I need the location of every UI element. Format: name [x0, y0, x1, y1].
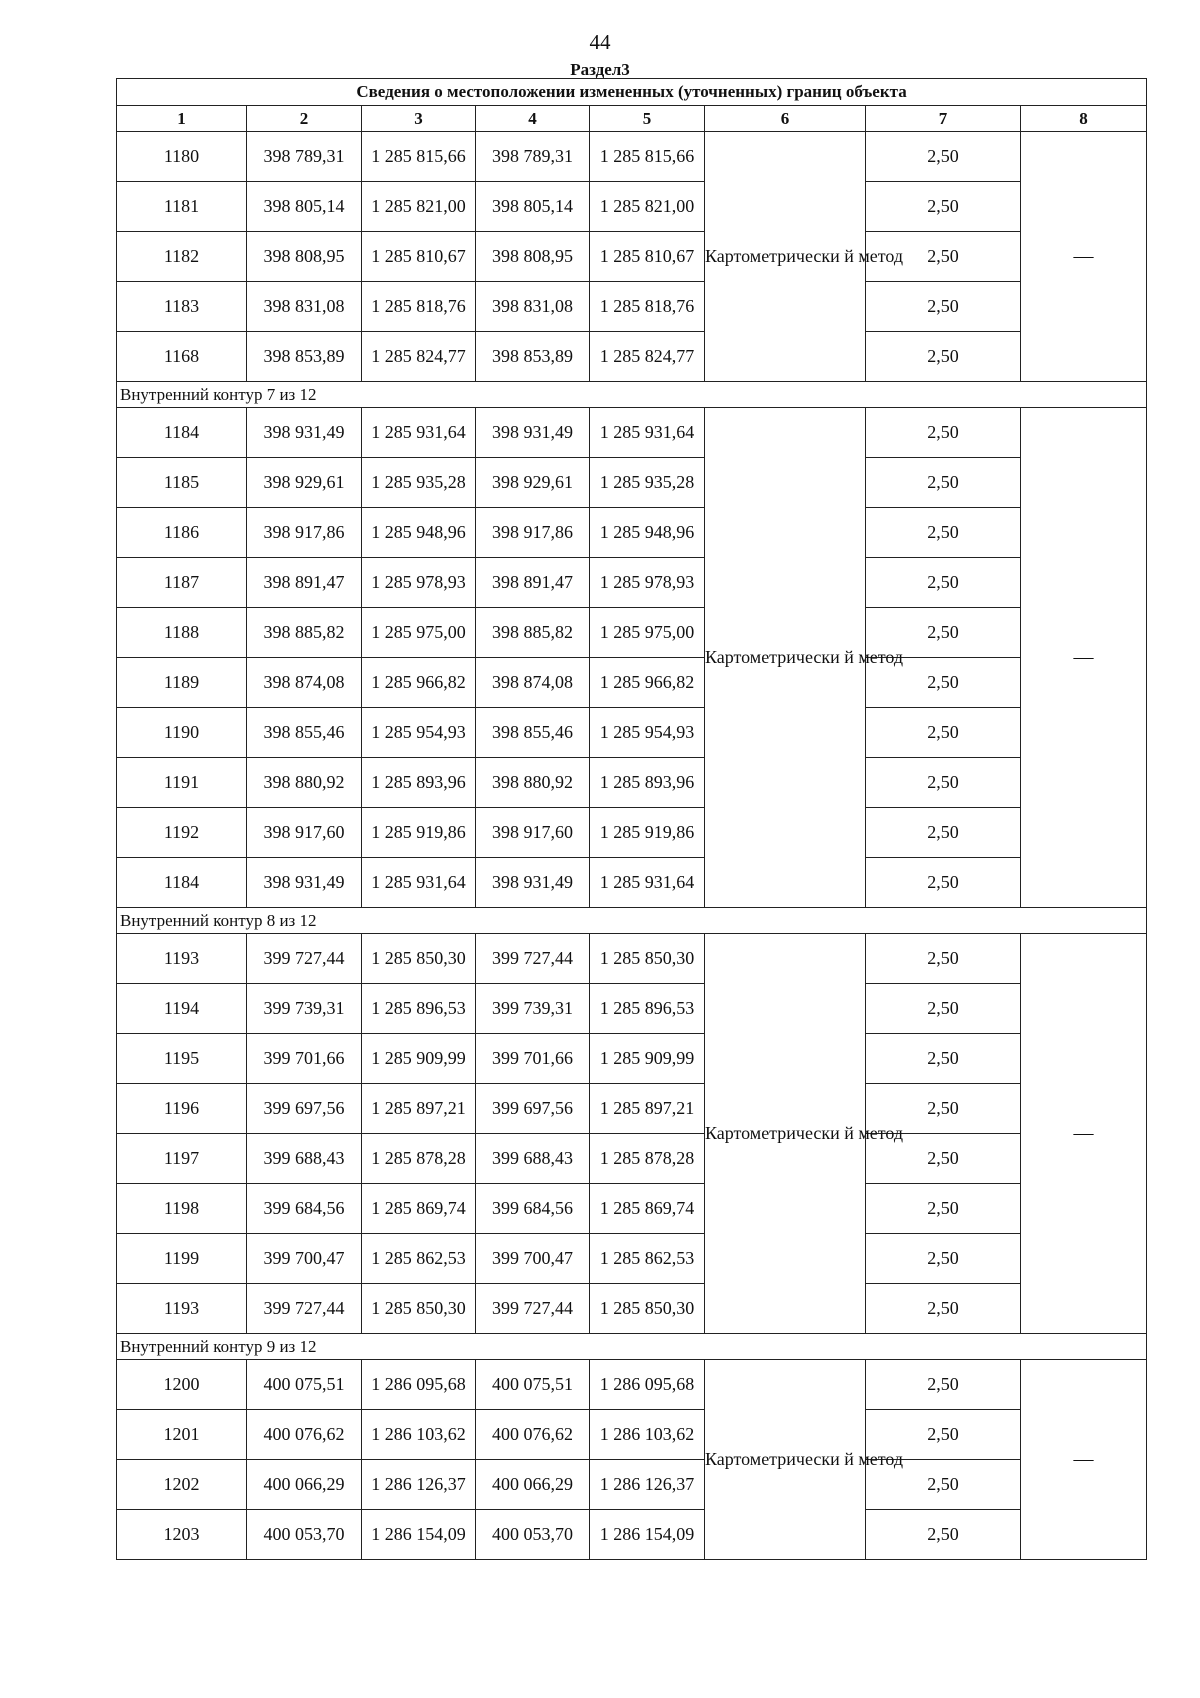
- table-caption-row: [117, 79, 1147, 106]
- y-old-cell: 1 285 810,67: [362, 232, 476, 282]
- point-number-cell: 1183: [117, 282, 247, 332]
- y-old-cell: 1 285 931,64: [362, 858, 476, 908]
- y-old-cell: 1 285 931,64: [362, 408, 476, 458]
- note-cell: —: [1021, 934, 1147, 1334]
- table-row: [117, 1360, 1147, 1410]
- point-number-cell: 1187: [117, 558, 247, 608]
- x-new-cell: 398 917,86: [476, 508, 590, 558]
- y-old-cell: 1 285 954,93: [362, 708, 476, 758]
- y-old-cell: 1 285 815,66: [362, 132, 476, 182]
- precision-cell: 2,50: [866, 934, 1021, 984]
- x-old-cell: 399 701,66: [247, 1034, 362, 1084]
- x-new-cell: 398 891,47: [476, 558, 590, 608]
- x-old-cell: 398 917,86: [247, 508, 362, 558]
- y-new-cell: 1 285 818,76: [590, 282, 705, 332]
- y-old-cell: 1 285 869,74: [362, 1184, 476, 1234]
- table-row: [117, 1034, 1147, 1084]
- y-new-cell: 1 286 095,68: [590, 1360, 705, 1410]
- precision-cell: 2,50: [866, 182, 1021, 232]
- method-cell: Картометрически й метод: [705, 132, 866, 382]
- y-old-cell: 1 285 896,53: [362, 984, 476, 1034]
- point-number-cell: 1200: [117, 1360, 247, 1410]
- y-new-cell: 1 286 154,09: [590, 1510, 705, 1560]
- precision-cell: 2,50: [866, 1460, 1021, 1510]
- y-old-cell: 1 285 878,28: [362, 1134, 476, 1184]
- x-new-cell: 400 053,70: [476, 1510, 590, 1560]
- precision-cell: 2,50: [866, 1134, 1021, 1184]
- x-new-cell: 398 885,82: [476, 608, 590, 658]
- boundary-coordinates-table: [116, 78, 1147, 1560]
- precision-cell: 2,50: [866, 658, 1021, 708]
- point-number-cell: 1196: [117, 1084, 247, 1134]
- x-new-cell: 399 688,43: [476, 1134, 590, 1184]
- y-new-cell: 1 285 966,82: [590, 658, 705, 708]
- x-old-cell: 399 727,44: [247, 934, 362, 984]
- point-number-cell: 1197: [117, 1134, 247, 1184]
- column-number-row: [117, 106, 1147, 132]
- y-old-cell: 1 286 126,37: [362, 1460, 476, 1510]
- column-number: 7: [866, 106, 1021, 132]
- y-new-cell: 1 285 893,96: [590, 758, 705, 808]
- contour-label: Внутренний контур 7 из 12: [117, 382, 1147, 408]
- x-old-cell: 400 066,29: [247, 1460, 362, 1510]
- point-number-cell: 1184: [117, 408, 247, 458]
- method-cell: Картометрически й метод: [705, 934, 866, 1334]
- y-old-cell: 1 285 824,77: [362, 332, 476, 382]
- y-old-cell: 1 285 818,76: [362, 282, 476, 332]
- precision-cell: 2,50: [866, 858, 1021, 908]
- x-new-cell: 399 727,44: [476, 1284, 590, 1334]
- precision-cell: 2,50: [866, 1360, 1021, 1410]
- contour-label-row: [117, 908, 1147, 934]
- point-number-cell: 1201: [117, 1410, 247, 1460]
- y-new-cell: 1 285 975,00: [590, 608, 705, 658]
- precision-cell: 2,50: [866, 132, 1021, 182]
- y-new-cell: 1 285 862,53: [590, 1234, 705, 1284]
- x-new-cell: 399 700,47: [476, 1234, 590, 1284]
- table-row: [117, 282, 1147, 332]
- y-old-cell: 1 286 103,62: [362, 1410, 476, 1460]
- note-cell: —: [1021, 132, 1147, 382]
- table-row: [117, 408, 1147, 458]
- precision-cell: 2,50: [866, 1034, 1021, 1084]
- column-number: 4: [476, 106, 590, 132]
- precision-cell: 2,50: [866, 1184, 1021, 1234]
- x-new-cell: 398 917,60: [476, 808, 590, 858]
- x-new-cell: 398 855,46: [476, 708, 590, 758]
- y-new-cell: 1 285 821,00: [590, 182, 705, 232]
- table-row: [117, 1184, 1147, 1234]
- table-row: [117, 332, 1147, 382]
- y-new-cell: 1 285 931,64: [590, 408, 705, 458]
- x-new-cell: 398 853,89: [476, 332, 590, 382]
- y-old-cell: 1 285 975,00: [362, 608, 476, 658]
- x-new-cell: 399 697,56: [476, 1084, 590, 1134]
- y-new-cell: 1 285 869,74: [590, 1184, 705, 1234]
- precision-cell: 2,50: [866, 1410, 1021, 1460]
- precision-cell: 2,50: [866, 708, 1021, 758]
- note-cell: —: [1021, 408, 1147, 908]
- contour-label: Внутренний контур 8 из 12: [117, 908, 1147, 934]
- precision-cell: 2,50: [866, 558, 1021, 608]
- y-old-cell: 1 286 154,09: [362, 1510, 476, 1560]
- point-number-cell: 1186: [117, 508, 247, 558]
- x-old-cell: 398 855,46: [247, 708, 362, 758]
- point-number-cell: 1181: [117, 182, 247, 232]
- table-row: [117, 658, 1147, 708]
- x-old-cell: 400 075,51: [247, 1360, 362, 1410]
- table-row: [117, 1460, 1147, 1510]
- y-new-cell: 1 285 896,53: [590, 984, 705, 1034]
- x-new-cell: 398 931,49: [476, 858, 590, 908]
- point-number-cell: 1193: [117, 1284, 247, 1334]
- x-new-cell: 398 929,61: [476, 458, 590, 508]
- note-cell: —: [1021, 1360, 1147, 1560]
- y-new-cell: 1 285 948,96: [590, 508, 705, 558]
- x-old-cell: 398 929,61: [247, 458, 362, 508]
- y-old-cell: 1 285 850,30: [362, 934, 476, 984]
- contour-label-row: [117, 1334, 1147, 1360]
- section-title: Раздел3: [570, 60, 630, 79]
- y-old-cell: 1 285 948,96: [362, 508, 476, 558]
- y-new-cell: 1 285 897,21: [590, 1084, 705, 1134]
- y-new-cell: 1 285 878,28: [590, 1134, 705, 1184]
- point-number-cell: 1202: [117, 1460, 247, 1510]
- point-number-cell: 1188: [117, 608, 247, 658]
- x-new-cell: 398 874,08: [476, 658, 590, 708]
- x-old-cell: 399 700,47: [247, 1234, 362, 1284]
- x-new-cell: 398 789,31: [476, 132, 590, 182]
- point-number-cell: 1168: [117, 332, 247, 382]
- precision-cell: 2,50: [866, 1510, 1021, 1560]
- x-old-cell: 398 805,14: [247, 182, 362, 232]
- y-new-cell: 1 285 909,99: [590, 1034, 705, 1084]
- table-row: [117, 858, 1147, 908]
- x-new-cell: 398 880,92: [476, 758, 590, 808]
- y-new-cell: 1 285 824,77: [590, 332, 705, 382]
- table-row: [117, 808, 1147, 858]
- x-old-cell: 398 808,95: [247, 232, 362, 282]
- point-number-cell: 1198: [117, 1184, 247, 1234]
- x-old-cell: 399 697,56: [247, 1084, 362, 1134]
- table-row: [117, 1410, 1147, 1460]
- y-old-cell: 1 286 095,68: [362, 1360, 476, 1410]
- x-old-cell: 398 931,49: [247, 858, 362, 908]
- y-old-cell: 1 285 821,00: [362, 182, 476, 232]
- column-number: 3: [362, 106, 476, 132]
- x-old-cell: 398 880,92: [247, 758, 362, 808]
- x-old-cell: 398 917,60: [247, 808, 362, 858]
- table-row: [117, 1510, 1147, 1560]
- point-number-cell: 1192: [117, 808, 247, 858]
- y-new-cell: 1 286 103,62: [590, 1410, 705, 1460]
- y-old-cell: 1 285 897,21: [362, 1084, 476, 1134]
- point-number-cell: 1184: [117, 858, 247, 908]
- x-new-cell: 400 076,62: [476, 1410, 590, 1460]
- point-number-cell: 1203: [117, 1510, 247, 1560]
- y-old-cell: 1 285 850,30: [362, 1284, 476, 1334]
- y-old-cell: 1 285 935,28: [362, 458, 476, 508]
- table-row: [117, 458, 1147, 508]
- y-new-cell: 1 285 850,30: [590, 934, 705, 984]
- table-row: [117, 508, 1147, 558]
- method-cell: Картометрически й метод: [705, 408, 866, 908]
- y-old-cell: 1 285 909,99: [362, 1034, 476, 1084]
- x-old-cell: 398 891,47: [247, 558, 362, 608]
- x-new-cell: 398 931,49: [476, 408, 590, 458]
- point-number-cell: 1191: [117, 758, 247, 808]
- y-old-cell: 1 285 919,86: [362, 808, 476, 858]
- column-number: 2: [247, 106, 362, 132]
- x-new-cell: 399 684,56: [476, 1184, 590, 1234]
- precision-cell: 2,50: [866, 808, 1021, 858]
- x-old-cell: 398 885,82: [247, 608, 362, 658]
- page-number: 44: [589, 30, 611, 54]
- table-row: [117, 984, 1147, 1034]
- x-new-cell: 400 075,51: [476, 1360, 590, 1410]
- x-old-cell: 399 684,56: [247, 1184, 362, 1234]
- precision-cell: 2,50: [866, 282, 1021, 332]
- table-row: [117, 132, 1147, 182]
- y-new-cell: 1 286 126,37: [590, 1460, 705, 1510]
- y-old-cell: 1 285 862,53: [362, 1234, 476, 1284]
- y-old-cell: 1 285 893,96: [362, 758, 476, 808]
- table-row: [117, 934, 1147, 984]
- x-new-cell: 398 808,95: [476, 232, 590, 282]
- x-new-cell: 398 831,08: [476, 282, 590, 332]
- x-old-cell: 398 853,89: [247, 332, 362, 382]
- point-number-cell: 1195: [117, 1034, 247, 1084]
- contour-label-row: [117, 382, 1147, 408]
- x-old-cell: 400 053,70: [247, 1510, 362, 1560]
- table-row: [117, 232, 1147, 282]
- column-number: 6: [705, 106, 866, 132]
- point-number-cell: 1180: [117, 132, 247, 182]
- x-old-cell: 398 789,31: [247, 132, 362, 182]
- table-row: [117, 1134, 1147, 1184]
- table-row: [117, 1234, 1147, 1284]
- table-row: [117, 758, 1147, 808]
- precision-cell: 2,50: [866, 984, 1021, 1034]
- precision-cell: 2,50: [866, 608, 1021, 658]
- precision-cell: 2,50: [866, 1234, 1021, 1284]
- column-number: 1: [117, 106, 247, 132]
- column-number: 5: [590, 106, 705, 132]
- point-number-cell: 1199: [117, 1234, 247, 1284]
- y-new-cell: 1 285 978,93: [590, 558, 705, 608]
- x-new-cell: 399 727,44: [476, 934, 590, 984]
- y-old-cell: 1 285 978,93: [362, 558, 476, 608]
- y-new-cell: 1 285 850,30: [590, 1284, 705, 1334]
- precision-cell: 2,50: [866, 758, 1021, 808]
- x-old-cell: 400 076,62: [247, 1410, 362, 1460]
- x-new-cell: 398 805,14: [476, 182, 590, 232]
- point-number-cell: 1193: [117, 934, 247, 984]
- x-new-cell: 400 066,29: [476, 1460, 590, 1510]
- x-old-cell: 398 874,08: [247, 658, 362, 708]
- table-row: [117, 1284, 1147, 1334]
- y-new-cell: 1 285 919,86: [590, 808, 705, 858]
- precision-cell: 2,50: [866, 232, 1021, 282]
- point-number-cell: 1185: [117, 458, 247, 508]
- precision-cell: 2,50: [866, 458, 1021, 508]
- point-number-cell: 1194: [117, 984, 247, 1034]
- y-old-cell: 1 285 966,82: [362, 658, 476, 708]
- table-caption: Сведения о местоположении измененных (уточненных) границ объекта: [117, 79, 1147, 106]
- x-old-cell: 398 831,08: [247, 282, 362, 332]
- x-new-cell: 399 701,66: [476, 1034, 590, 1084]
- precision-cell: 2,50: [866, 1084, 1021, 1134]
- table-row: [117, 182, 1147, 232]
- column-number: 8: [1021, 106, 1147, 132]
- point-number-cell: 1182: [117, 232, 247, 282]
- x-old-cell: 399 739,31: [247, 984, 362, 1034]
- x-old-cell: 398 931,49: [247, 408, 362, 458]
- table-row: [117, 558, 1147, 608]
- table-row: [117, 1084, 1147, 1134]
- point-number-cell: 1190: [117, 708, 247, 758]
- y-new-cell: 1 285 931,64: [590, 858, 705, 908]
- precision-cell: 2,50: [866, 1284, 1021, 1334]
- point-number-cell: 1189: [117, 658, 247, 708]
- contour-label: Внутренний контур 9 из 12: [117, 1334, 1147, 1360]
- precision-cell: 2,50: [866, 508, 1021, 558]
- x-new-cell: 399 739,31: [476, 984, 590, 1034]
- y-new-cell: 1 285 815,66: [590, 132, 705, 182]
- table-row: [117, 708, 1147, 758]
- y-new-cell: 1 285 954,93: [590, 708, 705, 758]
- precision-cell: 2,50: [866, 332, 1021, 382]
- y-new-cell: 1 285 935,28: [590, 458, 705, 508]
- x-old-cell: 399 688,43: [247, 1134, 362, 1184]
- table-row: [117, 608, 1147, 658]
- method-cell: Картометрически й метод: [705, 1360, 866, 1560]
- x-old-cell: 399 727,44: [247, 1284, 362, 1334]
- y-new-cell: 1 285 810,67: [590, 232, 705, 282]
- table-body: [117, 132, 1147, 1560]
- precision-cell: 2,50: [866, 408, 1021, 458]
